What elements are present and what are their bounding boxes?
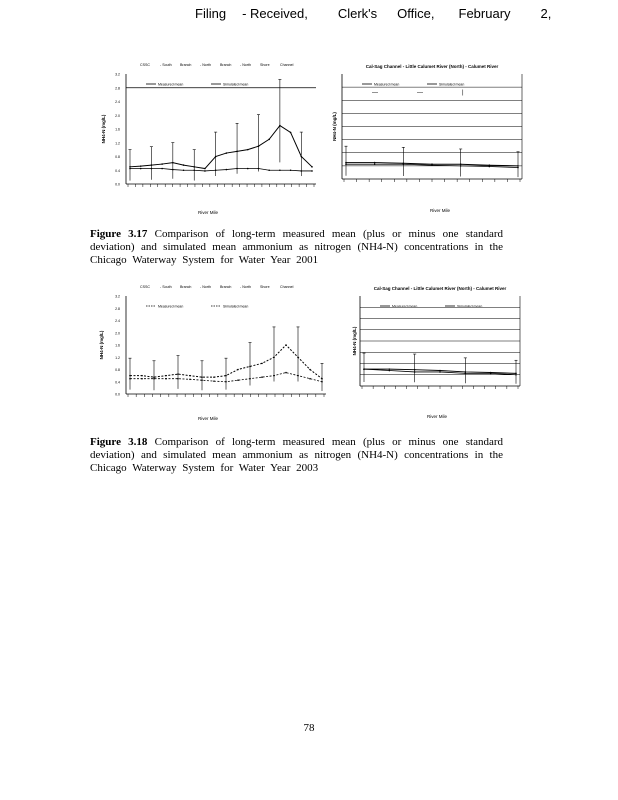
data-point bbox=[165, 378, 167, 380]
data-point bbox=[140, 168, 142, 170]
data-point bbox=[237, 369, 239, 371]
chart-318-right bbox=[352, 282, 527, 422]
y-axis-label: NH4-N (mg/L) bbox=[101, 114, 106, 144]
data-point bbox=[165, 375, 167, 377]
data-point bbox=[389, 368, 391, 370]
data-point bbox=[161, 168, 163, 170]
legend-marker: | bbox=[462, 90, 464, 96]
data-point bbox=[177, 378, 179, 380]
legend-marker: — bbox=[417, 90, 423, 96]
chart-318-left bbox=[98, 282, 333, 422]
data-point bbox=[345, 163, 347, 165]
segment-label: - North bbox=[200, 63, 211, 67]
y-tick-label: 1.2 bbox=[115, 141, 120, 146]
chart-317-right-svg bbox=[330, 62, 525, 222]
data-point bbox=[204, 168, 206, 170]
data-point bbox=[151, 168, 153, 170]
data-point bbox=[204, 170, 206, 172]
y-tick-label: 0.0 bbox=[115, 392, 120, 397]
legend-label: Simulated mean bbox=[457, 304, 483, 309]
x-axis-label: River Mile bbox=[429, 208, 451, 213]
figure-318-caption bbox=[90, 436, 503, 475]
data-point bbox=[490, 373, 492, 375]
legend-label: Measured mean bbox=[158, 304, 184, 309]
data-point bbox=[300, 170, 302, 172]
data-point bbox=[213, 376, 215, 378]
segment-label: Channel bbox=[280, 63, 294, 67]
y-tick-label: 0.8 bbox=[115, 155, 120, 159]
legend-label: Measured mean bbox=[374, 82, 400, 87]
y-tick-label: 3.2 bbox=[115, 72, 120, 77]
x-axis-label: River Mile bbox=[197, 416, 219, 421]
data-point bbox=[237, 379, 239, 381]
data-point bbox=[290, 169, 292, 171]
data-point bbox=[189, 379, 191, 381]
chart-317-left-svg bbox=[98, 62, 328, 222]
data-point bbox=[439, 370, 441, 372]
segment-label: CSSC bbox=[140, 285, 150, 289]
segment-label: CSSC bbox=[140, 63, 150, 67]
y-axis-label: NH4-N (mg/L) bbox=[352, 326, 357, 356]
y-tick-label: 0.4 bbox=[115, 380, 120, 385]
data-point bbox=[261, 363, 263, 365]
chart-317-right bbox=[330, 62, 525, 222]
figure-caption-text: Comparison of long-term measured mean (plus or minus one standard deviation) and simulated mean ammonium as nitrogen (NH4-N) concentrations in the Chicago Waterway System for Water Year 2001 bbox=[90, 228, 503, 266]
data-point bbox=[236, 168, 238, 170]
data-point bbox=[225, 381, 227, 383]
data-point bbox=[311, 166, 313, 168]
series-line bbox=[130, 126, 312, 169]
data-point bbox=[309, 369, 311, 371]
data-point bbox=[172, 169, 174, 171]
y-tick-label: 0.0 bbox=[115, 182, 120, 187]
data-point bbox=[517, 167, 519, 169]
data-point bbox=[258, 168, 260, 170]
segment-label: Branch bbox=[180, 285, 192, 289]
data-point bbox=[285, 344, 287, 346]
page-number: 78 bbox=[303, 722, 315, 734]
figure-label: Figure 3.17 bbox=[90, 228, 148, 240]
series-line bbox=[130, 169, 312, 171]
chart-318-right-svg bbox=[352, 282, 527, 422]
figure-317-caption bbox=[90, 228, 503, 267]
figure-caption-text: Comparison of long-term measured mean (plus or minus one standard deviation) and simulated mean ammonium as nitrogen (NH4-N) concentrations in the Chicago Waterway System for Water Year 2003 bbox=[90, 436, 503, 474]
data-point bbox=[249, 378, 251, 380]
header-part: February bbox=[458, 6, 511, 21]
segment-label: Shore bbox=[260, 63, 270, 67]
data-point bbox=[201, 379, 203, 381]
data-point bbox=[460, 165, 462, 167]
segment-label: - South bbox=[160, 285, 172, 289]
legend-label: Simulated mean bbox=[223, 304, 249, 309]
data-point bbox=[403, 163, 405, 165]
header-part: Clerk's bbox=[337, 6, 378, 21]
data-point bbox=[389, 370, 391, 372]
y-tick-label: 2.4 bbox=[115, 100, 120, 104]
y-tick-label: 0.8 bbox=[115, 368, 120, 372]
data-point bbox=[414, 371, 416, 373]
data-point bbox=[247, 168, 249, 170]
chart-318-left-svg bbox=[98, 282, 333, 422]
data-point bbox=[161, 163, 163, 165]
data-point bbox=[247, 149, 249, 151]
data-point bbox=[226, 169, 228, 171]
y-axis-label: NH4-N (mg/L) bbox=[332, 112, 337, 141]
data-point bbox=[189, 375, 191, 377]
data-point bbox=[268, 139, 270, 141]
data-point bbox=[431, 164, 433, 166]
y-tick-label: 2.4 bbox=[115, 319, 120, 323]
data-point bbox=[129, 168, 131, 170]
data-point bbox=[153, 378, 155, 380]
data-point bbox=[193, 169, 195, 171]
header-part: Filing bbox=[195, 6, 227, 21]
data-point bbox=[215, 169, 217, 171]
data-point bbox=[140, 165, 142, 167]
data-point bbox=[183, 169, 185, 171]
data-point bbox=[290, 132, 292, 134]
legend-label: Simulated mean bbox=[439, 82, 465, 87]
data-point bbox=[515, 374, 517, 376]
data-point bbox=[321, 381, 323, 383]
segment-label: Branch bbox=[220, 285, 232, 289]
data-point bbox=[141, 378, 143, 380]
data-point bbox=[183, 164, 185, 166]
y-tick-label: 3.2 bbox=[115, 294, 120, 299]
segment-label: - South bbox=[160, 63, 172, 67]
filing-header bbox=[195, 6, 552, 21]
data-point bbox=[129, 378, 131, 380]
segment-label: - North bbox=[200, 285, 211, 289]
legend-label: Measured mean bbox=[158, 82, 184, 87]
data-point bbox=[374, 162, 376, 164]
y-tick-label: 0.4 bbox=[115, 168, 120, 173]
data-point bbox=[261, 376, 263, 378]
segment-label: Channel bbox=[280, 285, 294, 289]
y-axis-label: NH4-N (mg/L) bbox=[99, 330, 104, 360]
header-part: Office, bbox=[397, 6, 435, 21]
data-point bbox=[268, 169, 270, 171]
y-tick-label: 2.0 bbox=[115, 331, 120, 336]
segment-label: Branch bbox=[220, 63, 232, 67]
data-point bbox=[311, 170, 313, 172]
data-point bbox=[279, 169, 281, 171]
header-part: 2, bbox=[540, 6, 552, 21]
y-tick-label: 1.6 bbox=[115, 127, 120, 132]
y-tick-label: 1.6 bbox=[115, 343, 120, 348]
data-point bbox=[465, 373, 467, 375]
legend-label: Simulated mean bbox=[223, 82, 249, 87]
figure-label: Figure 3.18 bbox=[90, 436, 148, 448]
data-point bbox=[285, 372, 287, 374]
segment-label: Shore bbox=[260, 285, 270, 289]
data-point bbox=[141, 375, 143, 377]
legend-marker: — bbox=[372, 90, 378, 96]
data-point bbox=[489, 166, 491, 168]
data-point bbox=[374, 163, 376, 165]
segment-label: Branch bbox=[180, 63, 192, 67]
segment-label: - North bbox=[240, 285, 251, 289]
data-point bbox=[363, 368, 365, 370]
data-point bbox=[273, 375, 275, 377]
chart-title: Cal-Sag Channel - Little Calumet River (North) - Calumet River bbox=[373, 286, 507, 291]
chart-title: Cal-Sag Channel - Little Calumet River (North) - Calumet River bbox=[365, 64, 499, 69]
y-tick-label: 2.0 bbox=[115, 113, 120, 118]
x-axis-label: River Mile bbox=[426, 414, 448, 419]
y-tick-label: 2.8 bbox=[115, 306, 120, 311]
data-point bbox=[309, 378, 311, 380]
header-part: - Received, bbox=[242, 6, 308, 21]
y-tick-label: 1.2 bbox=[115, 355, 120, 360]
data-point bbox=[439, 371, 441, 373]
segment-label: - North bbox=[240, 63, 251, 67]
data-point bbox=[213, 380, 215, 382]
chart-317-left bbox=[98, 62, 328, 222]
data-point bbox=[226, 152, 228, 154]
data-point bbox=[297, 375, 299, 377]
legend-label: Measured mean bbox=[392, 304, 418, 309]
x-axis-label: River Mile bbox=[197, 210, 219, 215]
y-tick-label: 2.8 bbox=[115, 86, 120, 91]
